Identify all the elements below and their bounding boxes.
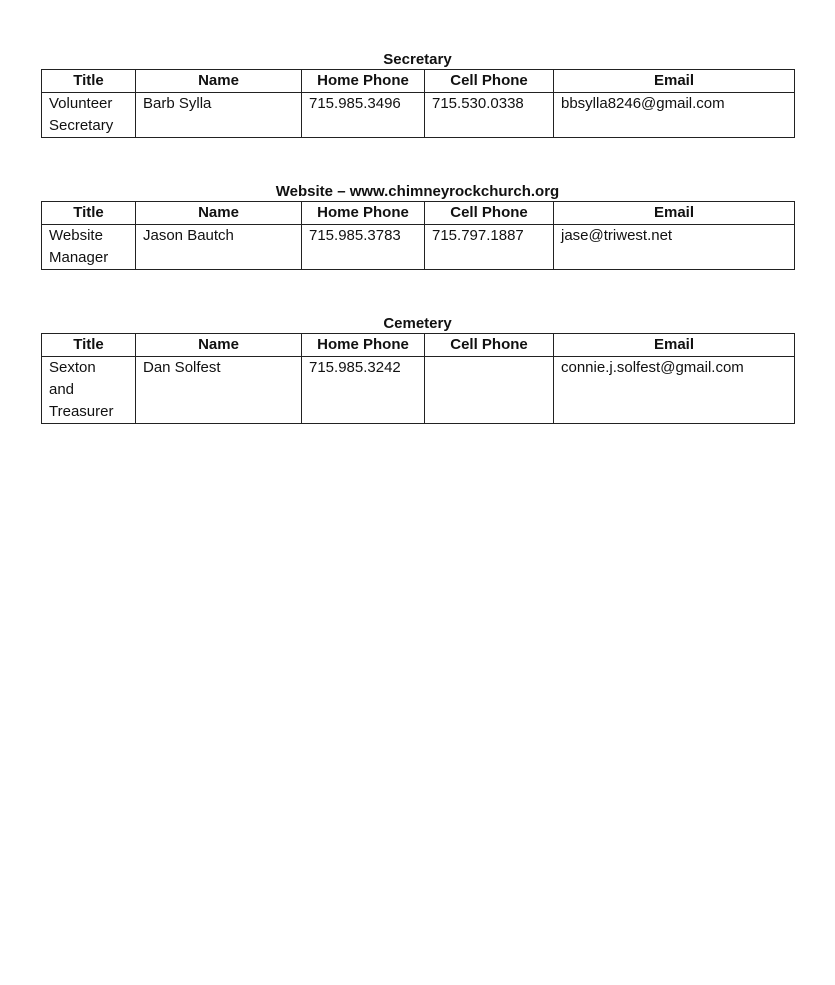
- title-cell: [42, 93, 136, 138]
- name-header: Name: [136, 202, 302, 225]
- contact-table: [41, 201, 795, 270]
- header-row: [42, 202, 795, 225]
- website-section: [41, 182, 794, 270]
- title-line: and: [49, 381, 75, 398]
- email-header: Email: [554, 70, 795, 93]
- email-header: Email: [554, 202, 795, 225]
- title-header: Title: [42, 70, 136, 93]
- contact-table: [41, 333, 795, 424]
- secretary-section: [41, 50, 794, 138]
- title-line: Sexton: [49, 359, 96, 376]
- email-cell: connie.j.solfest@gmail.com: [554, 357, 795, 424]
- home-phone-header: Home Phone: [302, 334, 425, 357]
- cemetery-section: [41, 314, 794, 424]
- title-header: Title: [42, 334, 136, 357]
- cell-phone-cell: [425, 357, 554, 424]
- home-phone-cell: 715.985.3783: [302, 225, 425, 270]
- title-line: Volunteer: [49, 95, 113, 112]
- email-cell: jase@triwest.net: [554, 225, 795, 270]
- home-phone-cell: 715.985.3242: [302, 357, 425, 424]
- email-cell: bbsylla8246@gmail.com: [554, 93, 795, 138]
- cell-phone-cell: 715.530.0338: [425, 93, 554, 138]
- title-header: Title: [42, 202, 136, 225]
- title-cell: [42, 357, 136, 424]
- header-row: [42, 70, 795, 93]
- cell-phone-cell: 715.797.1887: [425, 225, 554, 270]
- cell-phone-header: Cell Phone: [425, 70, 554, 93]
- cell-phone-header: Cell Phone: [425, 202, 554, 225]
- table-row: [42, 357, 795, 424]
- title-line: Secretary: [49, 117, 114, 134]
- table-row: [42, 93, 795, 138]
- table-row: [42, 225, 795, 270]
- home-phone-header: Home Phone: [302, 70, 425, 93]
- name-header: Name: [136, 70, 302, 93]
- title-line: Manager: [49, 249, 109, 266]
- name-header: Name: [136, 334, 302, 357]
- name-cell: Jason Bautch: [136, 225, 302, 270]
- section-heading: Secretary: [383, 51, 452, 68]
- section-heading: Website – www.chimneyrockchurch.org: [275, 183, 560, 200]
- email-header: Email: [554, 334, 795, 357]
- header-row: [42, 334, 795, 357]
- home-phone-cell: 715.985.3496: [302, 93, 425, 138]
- home-phone-header: Home Phone: [302, 202, 425, 225]
- section-heading: Cemetery: [383, 315, 452, 332]
- name-cell: Barb Sylla: [136, 93, 302, 138]
- title-cell: [42, 225, 136, 270]
- name-cell: Dan Solfest: [136, 357, 302, 424]
- contact-table: [41, 69, 795, 138]
- title-line: Website: [49, 227, 103, 244]
- title-line: Treasurer: [49, 403, 114, 420]
- cell-phone-header: Cell Phone: [425, 334, 554, 357]
